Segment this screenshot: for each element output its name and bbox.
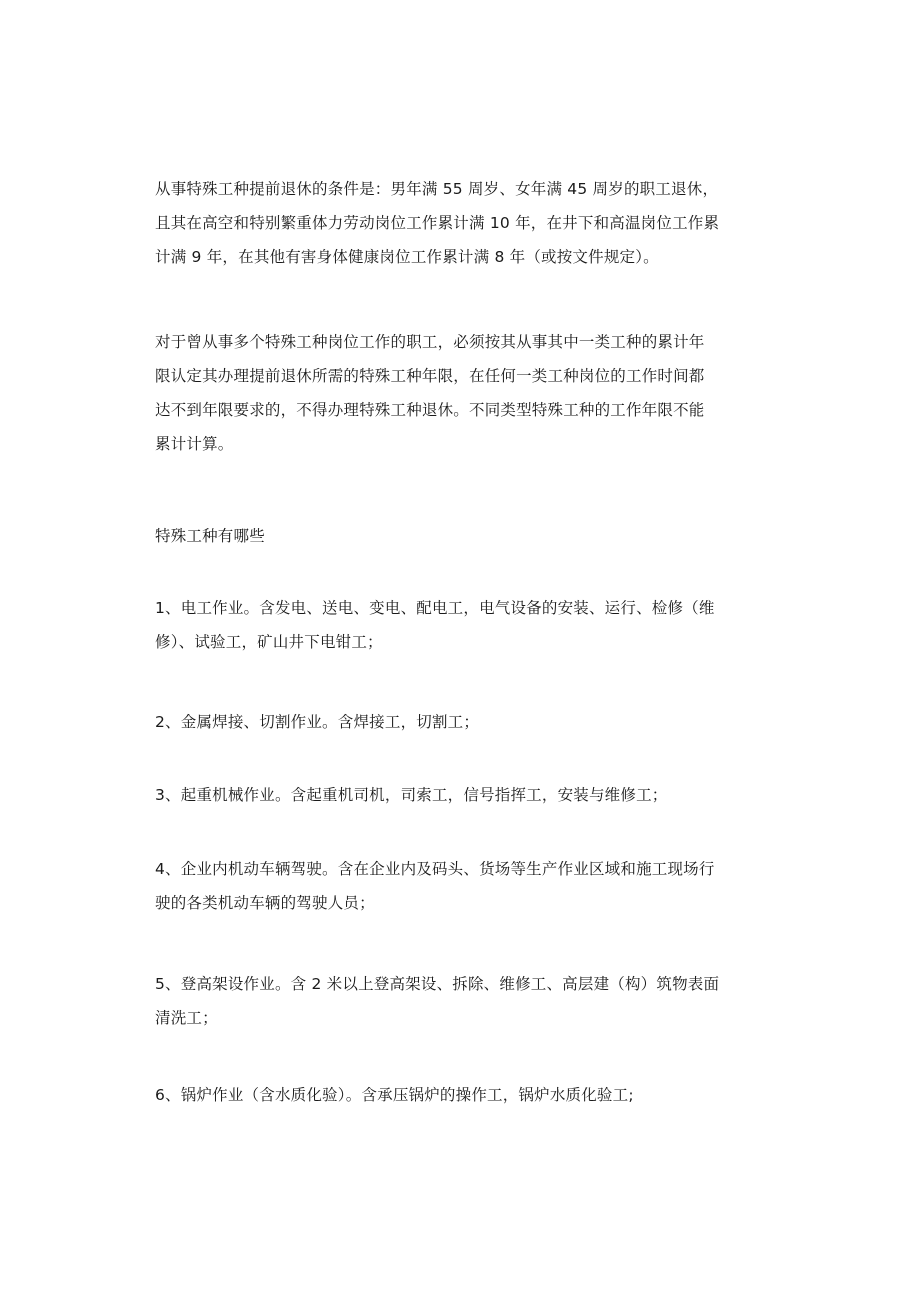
text-line: 1、电工作业。含发电、送电、变电、配电工，电气设备的安装、运行、检修（维 <box>155 599 715 617</box>
list-item-6 <box>155 1078 767 1112</box>
section-heading <box>155 519 767 553</box>
text-line: 限认定其办理提前退休所需的特殊工种年限，在任何一类工种岗位的工作时间都 <box>155 367 705 385</box>
list-item-5 <box>155 967 767 1035</box>
list-item-2 <box>155 705 767 739</box>
text-line: 驶的各类机动车辆的驾驶人员； <box>155 894 375 912</box>
document-page <box>155 0 767 1301</box>
text-line: 达不到年限要求的，不得办理特殊工种退休。不同类型特殊工种的工作年限不能 <box>155 401 705 419</box>
text-line: 累计计算。 <box>155 435 234 453</box>
text-line: 对于曾从事多个特殊工种岗位工作的职工，必须按其从事其中一类工种的累计年 <box>155 333 705 351</box>
text-line: 5、登高架设作业。含 2 米以上登高架设、拆除、维修工、高层建（构）筑物表面 <box>155 975 720 993</box>
paragraph-retirement-conditions <box>155 172 767 274</box>
text-line: 2、金属焊接、切割作业。含焊接工，切割工； <box>155 713 480 731</box>
list-item-3 <box>155 778 767 812</box>
text-line: 从事特殊工种提前退休的条件是：男年满 55 周岁、女年满 45 周岁的职工退休， <box>155 180 719 198</box>
text-line: 且其在高空和特别繁重体力劳动岗位工作累计满 10 年，在井下和高温岗位工作累 <box>155 214 720 232</box>
text-line: 清洗工； <box>155 1009 218 1027</box>
heading-text: 特殊工种有哪些 <box>155 527 265 545</box>
text-line: 4、企业内机动车辆驾驶。含在企业内及码头、货场等生产作业区域和施工现场行 <box>155 860 715 878</box>
text-line: 3、起重机械作业。含起重机司机，司索工，信号指挥工，安装与维修工； <box>155 786 668 804</box>
text-line: 修）、试验工，矿山井下电钳工； <box>155 633 383 651</box>
text-line: 6、锅炉作业（含水质化验）。含承压锅炉的操作工，锅炉水质化验工; <box>155 1086 634 1104</box>
list-item-4 <box>155 852 767 920</box>
paragraph-multiple-jobs <box>155 325 767 461</box>
list-item-1 <box>155 591 767 659</box>
text-line: 计满 9 年，在其他有害身体健康岗位工作累计满 8 年（或按文件规定）。 <box>155 248 659 266</box>
